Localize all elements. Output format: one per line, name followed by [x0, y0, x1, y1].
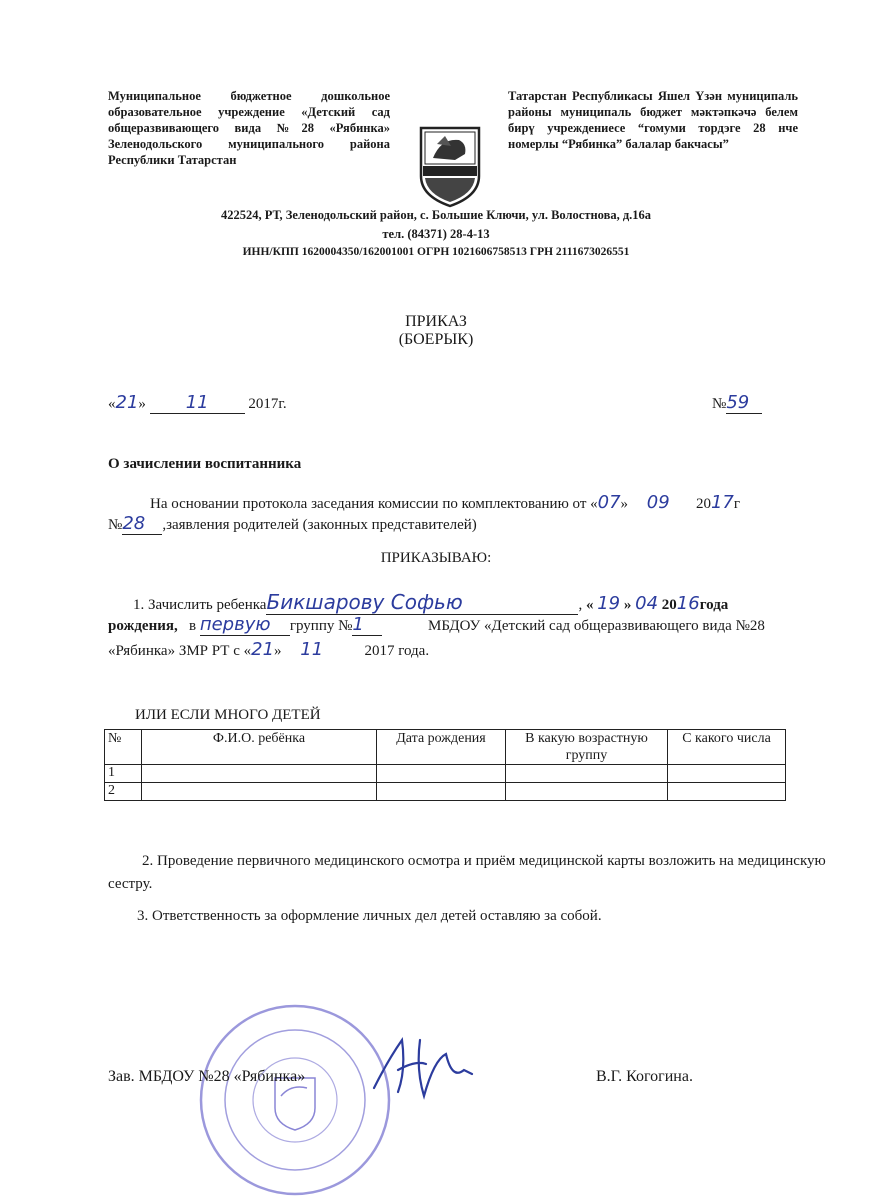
table-cell: [668, 783, 786, 801]
order-word: ПРИКАЗЫВАЮ:: [380, 550, 492, 566]
signature-name: В.Г. Когогина.: [596, 1068, 693, 1085]
signature-icon: [368, 1030, 478, 1100]
header-org-name-ru: Муниципальное бюджетное дошкольное образовательное учреждение «Детский сад общеразвивающего вида №28 «Рябинка» Зеленодольского муниципального района Республики Татарстан: [108, 89, 390, 167]
col-number: №: [105, 730, 142, 765]
col-start-date: С какого числа: [668, 730, 786, 765]
from-year: 2017 года.: [364, 643, 430, 659]
table-cell: 1: [105, 765, 142, 783]
order-month: 11: [185, 392, 209, 413]
from-quote-close: »: [274, 643, 282, 659]
group-name: первую: [199, 614, 271, 635]
table-cell: [142, 765, 377, 783]
table-header-row: [105, 730, 786, 765]
from-day: 21: [251, 639, 275, 660]
order-month-field: [150, 392, 245, 414]
basis-line-2: [108, 513, 477, 535]
date-quote-close: »: [138, 396, 146, 412]
table-row: [105, 783, 786, 801]
basis-year-prefix: 20: [695, 496, 711, 512]
date-line: [108, 392, 768, 414]
signature-position: Зав. МБДОУ №28 «Рябинка»: [108, 1068, 306, 1085]
item3-text: 3. Ответственность за оформление личных дел детей оставляю за собой.: [137, 908, 602, 924]
table-cell: 2: [105, 783, 142, 801]
birth-year-prefix: 20: [661, 597, 677, 613]
order-year: 2017г.: [248, 396, 287, 412]
order-number: 59: [726, 392, 750, 413]
order-number-block: [712, 392, 762, 414]
basis-line-1: [150, 492, 830, 513]
coat-of-arms-icon: [415, 124, 485, 208]
from-month: 11: [300, 639, 324, 660]
table-row: [105, 765, 786, 783]
birth-day: 19: [597, 593, 621, 614]
birth-month: 04: [635, 593, 659, 614]
item1-org-text: [108, 614, 830, 663]
birth-quote-close: »: [623, 597, 632, 613]
birth-quote-open: «: [585, 597, 594, 613]
item2-text: 2. Проведение первичного медицинского осмотра и приём медицинской карты возложить на медицинскую сестру.: [108, 853, 826, 892]
birth-year: 16: [676, 593, 700, 614]
basis-day: 07: [597, 492, 621, 513]
date-quote-open: «: [108, 396, 116, 412]
order-subject: О зачислении воспитанника: [108, 456, 302, 472]
basis-number: 28: [122, 513, 146, 534]
header-phone: тел. (84371) 28-4-13: [382, 227, 490, 241]
child-name-field: [266, 590, 578, 615]
basis-year: 17: [710, 492, 734, 513]
item1-comma: ,: [578, 597, 583, 613]
col-group: В какую возрастную группу: [506, 730, 668, 765]
item1-prefix: 1. Зачислить ребенка: [133, 597, 267, 613]
table-cell: [377, 783, 506, 801]
order-title-tt: (БОЕРЫК): [398, 331, 474, 348]
basis-quote-close: »: [620, 496, 629, 512]
children-table: [104, 729, 786, 801]
item1-line-1: [133, 590, 728, 615]
table-cell: [506, 765, 668, 783]
col-birth-date: Дата рождения: [377, 730, 506, 765]
basis-text-after: ,заявления родителей (законных представителей): [162, 517, 477, 533]
org-text: МБДОУ «Детский сад общеразвивающего вида №28 «Рябинка» ЗМР РТ с «: [108, 618, 765, 659]
order-number-field: [726, 392, 762, 414]
table-cell: [377, 765, 506, 783]
table-cell: [142, 783, 377, 801]
birth-word-b: рождения,: [108, 618, 178, 634]
order-title: ПРИКАЗ: [405, 313, 467, 330]
header-address: 422524, РТ, Зеленодольский район, с. Большие Ключи, ул. Волостнова, д.16а: [220, 208, 652, 222]
header-org-name-tt: Татарстан Республикасы Яшел Үзән муниципаль районы муниципаль бюджет мәктәпкәчә белем бирү учреждениесе “гомуми тордэге 28 нче номерлы “Рябинка” балалар бакчасы”: [508, 89, 798, 151]
birth-word-a: года: [699, 597, 729, 613]
group-in: в: [189, 618, 197, 634]
col-name: Ф.И.О. ребёнка: [142, 730, 377, 765]
order-day: 21: [115, 392, 139, 413]
table-cell: [506, 783, 668, 801]
group-label: группу №: [289, 618, 353, 634]
basis-month: 09: [646, 492, 670, 513]
many-children-label: ИЛИ ЕСЛИ МНОГО ДЕТЕЙ: [135, 707, 321, 723]
basis-text: На основании протокола заседания комиссии по комплектованию от «: [150, 496, 598, 512]
table-cell: [668, 765, 786, 783]
basis-year-tail: г: [733, 496, 741, 512]
header-ids: ИНН/КПП 1620004350/162001001 ОГРН 1021606758513 ГРН 2111673026551: [242, 246, 630, 258]
stamp-seal-icon: [195, 1000, 395, 1200]
order-number-label: №: [712, 396, 727, 412]
basis-number-label: №: [108, 517, 123, 533]
basis-number-field: [122, 513, 162, 535]
group-number: 1: [352, 614, 364, 635]
child-name: Бикшарову Софью: [266, 590, 463, 614]
